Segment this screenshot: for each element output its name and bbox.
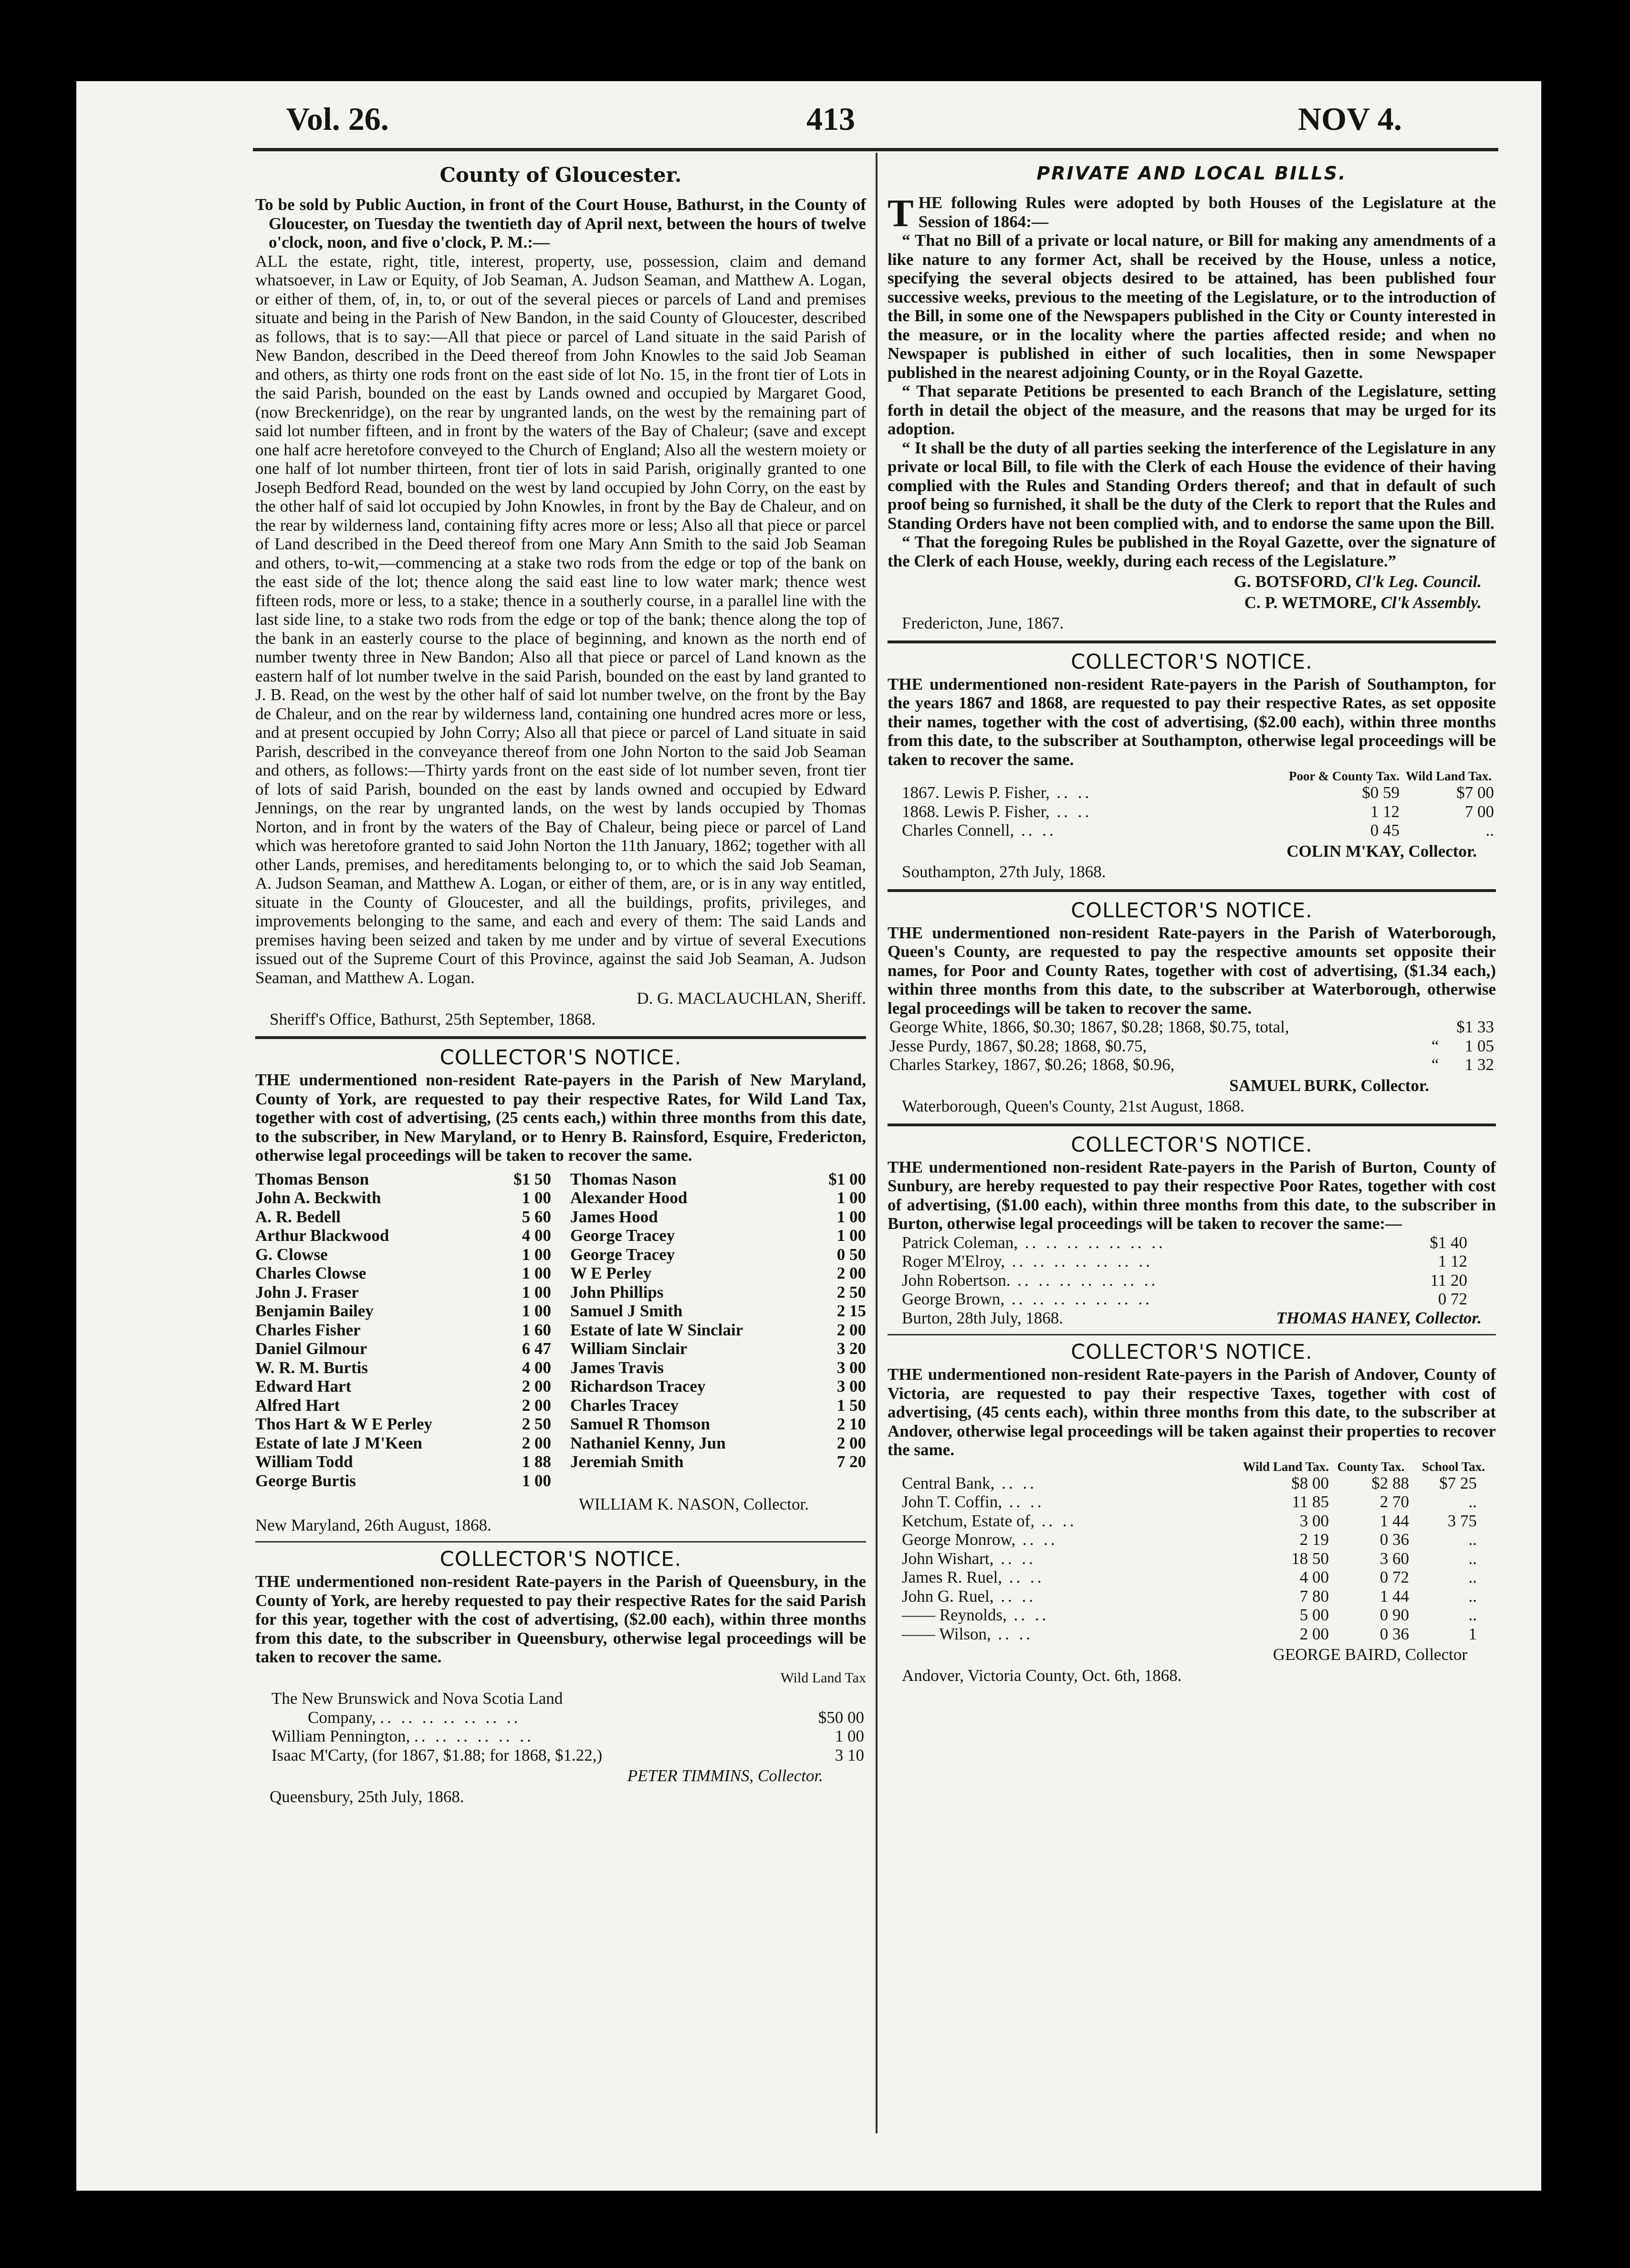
payer-amount: 1 60 — [522, 1320, 551, 1339]
list-item — [570, 1208, 866, 1227]
leader-dots: .. .. — [1006, 1606, 1049, 1624]
payer-name: William Todd — [255, 1452, 353, 1471]
payer-name: Central Bank, — [902, 1473, 995, 1492]
list-item — [570, 1434, 866, 1453]
payer-name: George Tracey — [570, 1245, 675, 1264]
payer-name: Charles Tracey — [570, 1396, 679, 1415]
sheriff-signature: D. G. MACLAUCHLAN, Sheriff. — [637, 989, 866, 1008]
andover-title: COLLECTOR'S NOTICE. — [1071, 1340, 1313, 1364]
wild-land-tax: 3 00 — [1299, 1511, 1329, 1530]
table-row — [888, 1492, 1496, 1512]
payer-amount: 4 00 — [522, 1358, 551, 1377]
payer-amount: 2 00 — [836, 1433, 866, 1452]
table-row: William Pennington, .. .. .. .. .. .. 1 00 — [255, 1727, 866, 1746]
payer-amount: 1 00 — [522, 1245, 551, 1264]
payer-name: John G. Ruel, — [902, 1586, 994, 1606]
payer-name: George Monrow, — [902, 1530, 1016, 1549]
payer-name: 1867. Lewis P. Fisher, — [902, 783, 1050, 802]
poor-county-tax: 0 45 — [1370, 821, 1400, 840]
ditto-mark: “ — [1431, 1036, 1439, 1055]
school-tax: 3 75 — [1447, 1511, 1477, 1530]
payer-amount: 1 00 — [836, 1207, 866, 1226]
ditto-mark — [1426, 1018, 1441, 1037]
wild-land-tax: 7 80 — [1299, 1586, 1329, 1606]
leader-dots: .. .. .. .. .. .. .. — [1010, 1270, 1159, 1290]
burton-table — [888, 1233, 1496, 1309]
payer-cell — [888, 1271, 1377, 1290]
queensbury-title: COLLECTOR'S NOTICE. — [439, 1547, 682, 1571]
county-tax: 2 70 — [1379, 1492, 1409, 1511]
list-item — [570, 1339, 866, 1358]
leader-dots: .. .. — [1014, 821, 1056, 840]
burton-title: COLLECTOR'S NOTICE. — [1071, 1133, 1313, 1157]
southampton-h1: Poor & County Tax. — [1288, 769, 1400, 783]
andover-h1: Wild Land Tax. — [1243, 1459, 1329, 1474]
payer-name: —— Reynolds, — [902, 1606, 1007, 1624]
payer-amount: 2 00 — [522, 1377, 551, 1396]
payer-name: Samuel J Smith — [570, 1302, 683, 1320]
payer-amount: 6 47 — [522, 1339, 551, 1358]
new-maryland-list-col2 — [570, 1170, 866, 1491]
new-maryland-body: THE undermentioned non-resident Rate-payers in the Parish of New Maryland, County of York, are requested to pay their respective Rates, for Wild Land Tax, together with cost of advertising, (25 cents each,) within three months from this date, to the subscriber, in New Maryland, or to Henry B. Rainsford, Esquire, Fredericton, otherwise legal proceedings will be taken to recover the same. — [255, 1071, 866, 1165]
leader-dots: .. .. .. .. .. .. .. — [1018, 1233, 1166, 1252]
payer-name: Charles Connell, — [902, 821, 1014, 840]
payer-amount: 1 00 — [836, 1226, 866, 1245]
section-separator — [255, 1541, 866, 1543]
payer-name: Patrick Coleman, — [902, 1233, 1018, 1252]
payer-cell — [888, 1606, 1241, 1625]
payer-cell — [888, 1290, 1377, 1309]
payer-name: Estate of late J M'Keen — [255, 1433, 422, 1452]
payer-name: Edward Hart — [255, 1377, 352, 1396]
county-tax: 1 44 — [1379, 1511, 1409, 1530]
county-tax: $2 88 — [1371, 1473, 1409, 1492]
queensbury-row1-b: Company, — [308, 1708, 376, 1727]
table-row — [888, 1625, 1496, 1644]
table-header — [888, 769, 1496, 783]
list-item — [255, 1452, 551, 1471]
list-item — [255, 1471, 551, 1491]
gloucester-intro: To be sold by Public Auction, in front of the Court House, Bathurst, in the County of Gloucester, on Tuesday the twentieth day of April next, between the hours of twelve o'clock, noon, and five o'clock, P. M.:— — [255, 195, 866, 252]
table-row — [888, 1037, 1496, 1056]
list-item — [570, 1170, 866, 1189]
wild-land-tax: $8 00 — [1291, 1473, 1329, 1492]
list-item — [570, 1358, 866, 1377]
payer-amount: 3 20 — [836, 1339, 866, 1358]
southampton-date: Southampton, 27th July, 1868. — [902, 862, 1106, 881]
payer-cell — [888, 1568, 1241, 1587]
list-item — [255, 1283, 551, 1302]
county-tax: 0 90 — [1379, 1606, 1409, 1624]
bills-p2: “ That no Bill of a private or local nature, or Bill for making any amendments of a like nature to any former Act, shall be received by the House, unless a notice, specifying the several objects desired to be attained, has been published four successive weeks, previous to the meeting of the Legislature, or to the introduction of the Bill, in some one of the Newspapers published in the City or County interested in the measure, or in the locality where the parties affected reside; and when no Newspaper is published in either of such localities, then in some Newspaper published in the nearest adjoining County, or in the Royal Gazette. — [888, 231, 1496, 382]
payer-cell — [888, 1233, 1377, 1252]
waterborough-table — [888, 1018, 1496, 1074]
list-item — [255, 1358, 551, 1377]
wild-land-tax: 5 00 — [1299, 1606, 1329, 1624]
payer-name: —— Wilson, — [902, 1624, 991, 1643]
table-row — [888, 1530, 1496, 1549]
right-column — [888, 160, 1496, 1685]
payer-amount: 1 32 — [1464, 1055, 1494, 1074]
payer-amount: $1 40 — [1430, 1233, 1467, 1252]
payer-amount: 0 50 — [836, 1245, 866, 1264]
andover-signature: GEORGE BAIRD, Collector — [1273, 1645, 1467, 1664]
queensbury-row2-amt: 1 00 — [835, 1727, 864, 1745]
payer-name: Charles Clowse — [255, 1264, 366, 1282]
bills-sig1-title: Cl'k Leg. Council. — [1355, 572, 1482, 591]
waterborough-body: THE undermentioned non-resident Rate-payers in the Parish of Waterborough, Queen's County, are requested to pay the respective amounts set opposite their names, for Poor and County Rates, together with cost of advertising, ($1.34 each,) within three months from this date, to the subscriber at Waterborough, otherwise legal proceedings will be taken to recover the same. — [888, 923, 1496, 1018]
payer-amount: 2 00 — [522, 1396, 551, 1415]
payer-amount: $1 00 — [828, 1169, 866, 1188]
payer-name: Daniel Gilmour — [255, 1339, 367, 1358]
list-item — [570, 1264, 866, 1283]
table-row — [888, 1252, 1496, 1271]
table-row — [888, 1606, 1496, 1625]
leader-dots: .. .. — [1002, 1568, 1045, 1586]
burton-date: Burton, 28th July, 1868. — [902, 1308, 1064, 1327]
table-row — [888, 1587, 1496, 1606]
county-tax: 0 72 — [1379, 1568, 1409, 1586]
new-maryland-list — [255, 1170, 866, 1491]
payer-amount: 4 00 — [522, 1226, 551, 1245]
table-row — [888, 1055, 1496, 1074]
list-item — [570, 1321, 866, 1340]
poor-county-tax: 1 12 — [1370, 802, 1400, 821]
list-item — [255, 1321, 551, 1340]
payer-name: Alexander Hood — [570, 1188, 688, 1207]
header-rule — [253, 148, 1498, 151]
payer-amount: 1 12 — [1438, 1252, 1467, 1270]
table-row — [888, 1512, 1496, 1531]
payer-name: A. R. Bedell — [255, 1207, 341, 1226]
new-maryland-signature: WILLIAM K. NASON, Collector. — [578, 1495, 809, 1513]
payer-name: John Phillips — [570, 1282, 664, 1302]
list-item — [570, 1188, 866, 1208]
payer-amount: 1 00 — [522, 1264, 551, 1282]
payer-amount: 2 50 — [522, 1415, 551, 1433]
wild-land-tax: 2 00 — [1299, 1624, 1329, 1643]
wild-land-tax: .. — [1485, 821, 1494, 840]
payer-name: John J. Fraser — [255, 1282, 359, 1302]
payer-amount: 1 50 — [836, 1396, 866, 1415]
table-row — [888, 802, 1496, 821]
leader-dots: .. .. — [1049, 802, 1092, 821]
payer-cell — [888, 1492, 1241, 1512]
payer-entry: Jesse Purdy, 1867, $0.28; 1868, $0.75, — [889, 1036, 1147, 1055]
page-number: 413 — [806, 101, 855, 137]
table-header — [888, 1460, 1496, 1474]
leader-dots: .. .. — [994, 1473, 1037, 1492]
list-item — [255, 1339, 551, 1358]
andover-date: Andover, Victoria County, Oct. 6th, 1868. — [902, 1666, 1182, 1685]
payer-amount: 1 05 — [1464, 1036, 1494, 1055]
bills-sig2-name: C. P. WETMORE, — [1244, 593, 1377, 612]
andover-h2: County Tax. — [1337, 1459, 1405, 1474]
table-row — [888, 1018, 1496, 1037]
payer-cell — [888, 802, 1287, 821]
county-tax: 1 44 — [1379, 1586, 1409, 1606]
southampton-h2: Wild Land Tax. — [1405, 769, 1492, 783]
queensbury-body: THE undermentioned non-resident Rate-payers in the Parish of Queensbury, in the County of York, are hereby requested to pay their respective Rates for the said Parish for this year, together with the cost of advertising, ($2.00 each), within three months from this date, to the subscriber in Queensbury, otherwise legal proceedings will be taken to recover the same. — [255, 1572, 866, 1666]
payer-entry: Charles Starkey, 1867, $0.26; 1868, $0.96, — [889, 1055, 1175, 1074]
list-item — [255, 1434, 551, 1453]
table-row — [888, 783, 1496, 802]
list-item — [255, 1226, 551, 1245]
payer-amount: 1 00 — [522, 1302, 551, 1320]
leader-dots: .. .. — [1002, 1492, 1045, 1511]
list-item — [570, 1302, 866, 1321]
table-row — [888, 1290, 1496, 1309]
table-row: Company, .. .. .. .. .. .. .. $50 00 — [255, 1708, 866, 1727]
payer-name: John A. Beckwith — [255, 1188, 381, 1207]
payer-amount: 7 20 — [836, 1452, 866, 1471]
payer-amount: 1 00 — [522, 1282, 551, 1302]
payer-name: Ketchum, Estate of, — [902, 1511, 1034, 1530]
waterborough-date: Waterborough, Queen's County, 21st August, 1868. — [902, 1097, 1244, 1115]
payer-cell — [888, 821, 1287, 840]
payer-name: George Tracey — [570, 1226, 675, 1245]
bills-sig2-title: Cl'k Assembly. — [1380, 593, 1482, 612]
payer-amount: 1 00 — [836, 1188, 866, 1207]
queensbury-date: Queensbury, 25th July, 1868. — [270, 1787, 464, 1806]
list-item — [570, 1452, 866, 1471]
payer-name: Alfred Hart — [255, 1396, 340, 1415]
poor-county-tax: $0 59 — [1362, 783, 1400, 802]
sheriff-office-date: Sheriff's Office, Bathurst, 25th September, 1868. — [270, 1009, 596, 1029]
leader-dots: .. .. .. .. .. .. .. — [1004, 1290, 1152, 1308]
section-separator — [888, 1334, 1496, 1335]
list-item — [255, 1415, 551, 1434]
wild-land-tax: 2 19 — [1299, 1530, 1329, 1549]
payer-name: John Wishart, — [902, 1549, 994, 1568]
payer-name: 1868. Lewis P. Fisher, — [902, 802, 1050, 821]
payer-name: James R. Ruel, — [902, 1568, 1002, 1586]
section-separator — [888, 640, 1496, 643]
county-tax: 3 60 — [1379, 1549, 1409, 1568]
wild-land-tax: 4 00 — [1299, 1568, 1329, 1586]
bills-sig1-name: G. BOTSFORD, — [1233, 572, 1351, 591]
issue-date: NOV 4. — [1298, 101, 1402, 137]
wild-land-tax: 18 50 — [1291, 1549, 1329, 1568]
payer-name: Roger M'Elroy, — [902, 1252, 1005, 1270]
list-item — [570, 1283, 866, 1302]
ditto-mark: “ — [1431, 1055, 1439, 1074]
table-row — [888, 1474, 1496, 1493]
leader-dots: .. .. — [993, 1586, 1036, 1606]
payer-name: Thomas Nason — [570, 1169, 677, 1188]
payer-amount: 2 10 — [836, 1415, 866, 1433]
school-tax: $7 25 — [1439, 1473, 1477, 1492]
payer-amount: 2 50 — [836, 1282, 866, 1302]
payer-amount: 5 60 — [522, 1207, 551, 1226]
payer-name: Arthur Blackwood — [255, 1226, 389, 1245]
school-tax: .. — [1468, 1586, 1477, 1606]
payer-name: George Burtis — [255, 1471, 356, 1490]
leader-dots: .. .. — [1049, 783, 1092, 802]
list-item — [570, 1415, 866, 1434]
table-row — [888, 1233, 1496, 1252]
bills-title: PRIVATE AND LOCAL BILLS. — [1036, 163, 1347, 184]
payer-name: W. R. M. Burtis — [255, 1358, 368, 1377]
section-separator — [888, 889, 1496, 892]
school-tax: .. — [1468, 1568, 1477, 1586]
gloucester-title: County of Gloucester. — [439, 163, 682, 187]
queensbury-row2-name: William Pennington, — [272, 1727, 410, 1745]
section-separator — [888, 1124, 1496, 1126]
school-tax: .. — [1468, 1492, 1477, 1511]
list-item — [570, 1245, 866, 1264]
payer-name: Charles Fisher — [255, 1320, 361, 1339]
payer-name: William Sinclair — [570, 1339, 688, 1358]
payer-amount: 2 00 — [522, 1433, 551, 1452]
list-item — [255, 1302, 551, 1321]
county-tax: 0 36 — [1379, 1530, 1409, 1549]
payer-name: John T. Coffin, — [902, 1492, 1003, 1511]
payer-name: Nathaniel Kenny, Jun — [570, 1433, 726, 1452]
payer-name: G. Clowse — [255, 1245, 328, 1264]
bills-date: Fredericton, June, 1867. — [902, 614, 1064, 632]
andover-h3: School Tax. — [1421, 1459, 1485, 1474]
payer-amount: 2 00 — [836, 1320, 866, 1339]
payer-name: Estate of late W Sinclair — [570, 1320, 743, 1339]
payer-amount: 2 00 — [836, 1264, 866, 1282]
leader-dots: .. .. — [991, 1624, 1034, 1643]
section-separator — [255, 1036, 866, 1039]
payer-entry: George White, 1866, $0.30; 1867, $0.28; 1868, $0.75, total, — [889, 1018, 1289, 1036]
bills-p4: “ It shall be the duty of all parties seeking the interference of the Legislature in any private or local Bill, to file with the Clerk of each House the evidence of their having complied with the Rules and Standing Orders thereof; and that in default of such proof being so furnished, it shall be the duty of the Clerk to report that the Rules and Standing Orders have not been complied with, and to endorse the same upon the Bill. — [888, 438, 1496, 533]
list-item — [255, 1208, 551, 1227]
payer-name: Thos Hart & W E Perley — [255, 1415, 433, 1433]
new-maryland-date: New Maryland, 26th August, 1868. — [255, 1515, 491, 1534]
payer-amount: 0 72 — [1438, 1290, 1467, 1308]
payer-name: George Brown, — [902, 1290, 1005, 1308]
table-row — [255, 1746, 866, 1765]
payer-name: Samuel R Thomson — [570, 1415, 711, 1433]
burton-body: THE undermentioned non-resident Rate-payers in the Parish of Burton, County of Sunbury, are hereby requested to pay their respective Poor Rates, together with cost of advertising, ($1.00 each), within three months from this date, to the subscriber in Burton, otherwise legal proceedings will be taken to recover the same:— — [888, 1157, 1496, 1233]
payer-cell — [888, 1474, 1241, 1493]
payer-amount: 1 00 — [522, 1471, 551, 1490]
list-item — [255, 1245, 551, 1264]
table-row — [888, 1271, 1496, 1290]
bills-p3: “ That separate Petitions be presented to each Branch of the Legislature, setting forth in detail the object of the measure, and the reasons that may be urged for its adoption. — [888, 382, 1496, 438]
new-maryland-title: COLLECTOR'S NOTICE. — [439, 1046, 682, 1070]
list-item — [570, 1377, 866, 1396]
payer-name: Benjamin Bailey — [255, 1302, 374, 1320]
list-item — [570, 1396, 866, 1415]
left-column — [255, 160, 866, 1806]
payer-amount: 1 00 — [522, 1188, 551, 1207]
southampton-table — [888, 769, 1496, 840]
school-tax: .. — [1468, 1530, 1477, 1549]
leader-dots: .. .. .. .. .. .. .. — [1004, 1252, 1153, 1270]
column-divider — [876, 153, 878, 2133]
payer-name: James Hood — [570, 1207, 658, 1226]
wild-land-tax: $7 00 — [1456, 783, 1494, 802]
payer-amount: 1 88 — [522, 1452, 551, 1471]
table-row — [888, 1549, 1496, 1568]
list-item — [255, 1377, 551, 1396]
waterborough-signature: SAMUEL BURK, Collector. — [1229, 1076, 1429, 1095]
bills-p5: “ That the foregoing Rules be published in the Royal Gazette, over the signature of the Clerk of each House, weekly, during each recess of the Legislature.” — [888, 533, 1496, 570]
burton-signature: THOMAS HANEY, Collector. — [1276, 1308, 1482, 1327]
payer-amount: $1 50 — [513, 1169, 551, 1188]
list-item — [255, 1396, 551, 1415]
queensbury-col-header: Wild Land Tax — [780, 1670, 866, 1686]
gloucester-body: ALL the estate, right, title, interest, property, use, possession, claim and demand whatsoever, in Law or Equity, of Job Seaman, A. Judson Seaman, and Matthew A. Logan, or either of them, of, in, to, or out of the several pieces or parcels of Land and premises situate and being in the Parish of New Bandon, in the said County of Gloucester, described as follows, that is to say:—All that piece or parcel of Land situate in the said Parish of New Bandon, described in the Deed thereof from John Knowles to the said Job Seaman and others, as thirty one rods front on the east side of lot No. 15, in the front tier of Lots in the said Parish, bounded on the east by Lands owned and occupied by Margaret Good, (now Breckenridge), on the rear by ungranted lands, on the west by the remaining part of said lot number fifteen, and in front by the waters of the Bay of Chaleur; (save and except one half acre heretofore conveyed to the Church of England; Also all the western moiety or one half of lot number thirteen, front tier of lots in said Parish, originally granted to one Joseph Bedford Read, bounded on the west by land occupied by John Corry, on the east by the other half of said lot occupied by John Knowles, in front by the Bay de Chaleur, and on the rear by wilderness land, containing fifty acres more or less; Also all that piece or parcel of Land described in the Deed thereof from one Mary Ann Smith to the said Job Seaman and others, to-wit,—commencing at a stake two rods from the edge or top of the bank on the east side of the lot; thence along the said east line to low water mark; thence west fifteen rods, more or less, to a stake; thence in a southerly course, in a parallel line with the last side line, to a stake two rods from the edge or top of the bank; thence along the top of the bank in an easterly course to the place of beginning, and known as the north end of number twenty three in New Bandon; Also all that piece or parcel of Land known as the eastern half of lot number twelve in the said Parish, bounded on the east by land granted to J. B. Read, on the west by the other half of said lot number twelve, on the front by the Bay de Chaleur, and on the rear by wilderness land, containing one hundred acres more or less, and at present occupied by John Corry; Also all that piece or parcel of Land situate in said Parish, described in the conveyance thereof from one John Norton to the said Job Seaman and others, as follows:—Thirty yards front on the east side of lot number seven, front tier of lots of said Parish, bounded on the east by lands owned and occupied by Edward Jennings, on the rear by ungranted lands, on the west by lands occupied by Thomas Norton, and in front by the waters of the Bay of Chaleur, being piece or parcel of Land which was heretofore granted to said John Norton the 11th January, 1862; together with all other Lands, premises, and hereditaments belonging to, or to which the said Job Seaman, A. Judson Seaman, and Matthew A. Logan, or either of them, are, or is in any way entitled, situate in the County of Gloucester, and all the buildings, profits, privileges, and improvements belonging to the same, and each and every of them: The said Lands and premises having been seized and taken by me under and by virtue of several Executions issued out of the Supreme Court of this Province, against the said Job Seaman, A. Judson Seaman, and Matthew A. Logan. — [255, 252, 866, 987]
newspaper-page — [76, 81, 1541, 2191]
school-tax: .. — [1468, 1606, 1477, 1624]
payer-name: Jeremiah Smith — [570, 1452, 684, 1471]
payer-cell — [888, 1252, 1377, 1271]
table-row — [255, 1689, 866, 1708]
table-row — [888, 821, 1496, 840]
queensbury-row1-amt: $50 00 — [818, 1708, 864, 1727]
southampton-signature: COLIN M'KAY, Collector. — [1286, 841, 1477, 861]
list-item — [255, 1170, 551, 1189]
bills-dropcap: T — [888, 191, 914, 235]
andover-body: THE undermentioned non-resident Rate-payers in the Parish of Andover, County of Victoria, are requested to pay their respective Taxes, together with cost of advertising, (45 cents each), within three months from this date, to the subscriber at Andover, otherwise legal proceedings will be taken against their properties to recover the same. — [888, 1365, 1496, 1459]
payer-amount: 2 15 — [836, 1302, 866, 1320]
payer-cell — [888, 783, 1287, 802]
leader-dots: .. .. — [1034, 1511, 1077, 1530]
list-item — [255, 1264, 551, 1283]
wild-land-tax: 7 00 — [1464, 802, 1494, 821]
payer-cell — [888, 1587, 1241, 1606]
new-maryland-list-col1 — [255, 1170, 551, 1491]
southampton-body: THE undermentioned non-resident Rate-payers in the Parish of Southampton, for the years 1867 and 1868, are requested to pay their respective Rates, as set opposite their names, together with the cost of advertising, ($2.00 each), within three months from this date, to the subscriber at Southampton, otherwise legal proceedings will be taken to recover the same. — [888, 674, 1496, 769]
payer-name: John Robertson. — [902, 1270, 1011, 1290]
payer-cell — [888, 1625, 1241, 1644]
southampton-title: COLLECTOR'S NOTICE. — [1071, 650, 1313, 674]
wild-land-tax: 11 85 — [1292, 1492, 1329, 1511]
queensbury-table — [255, 1689, 866, 1764]
county-tax: 0 36 — [1379, 1624, 1409, 1643]
queensbury-row1-a: The New Brunswick and Nova Scotia Land — [272, 1689, 563, 1708]
payer-name: W E Perley — [570, 1264, 652, 1282]
list-item — [255, 1188, 551, 1208]
leader-dots: .. .. — [993, 1549, 1036, 1568]
leader-dots: .. .. — [1015, 1530, 1058, 1549]
school-tax: .. — [1468, 1549, 1477, 1568]
volume-number: Vol. 26. — [286, 101, 389, 137]
table-row — [888, 1568, 1496, 1587]
payer-name: James Travis — [570, 1358, 664, 1377]
bills-p1: HE following Rules were adopted by both Houses of the Legislature at the Session of 1864:— — [918, 193, 1496, 231]
payer-name: Richardson Tracey — [570, 1377, 706, 1396]
queensbury-signature: PETER TIMMINS, Collector. — [627, 1766, 823, 1785]
payer-amount: $1 33 — [1456, 1018, 1494, 1036]
payer-amount: 3 00 — [836, 1358, 866, 1377]
queensbury-row3-name: Isaac M'Carty, (for 1867, $1.88; for 1868, $1.22,) — [272, 1745, 603, 1764]
payer-amount: 11 20 — [1430, 1270, 1467, 1290]
payer-cell — [888, 1512, 1241, 1531]
payer-amount: 3 00 — [836, 1377, 866, 1396]
school-tax: 1 — [1468, 1624, 1477, 1643]
waterborough-title: COLLECTOR'S NOTICE. — [1071, 898, 1313, 923]
payer-cell — [888, 1549, 1241, 1568]
payer-cell — [888, 1530, 1241, 1549]
list-item — [570, 1226, 866, 1245]
andover-table — [888, 1460, 1496, 1644]
queensbury-row3-amt: 3 10 — [835, 1745, 864, 1764]
payer-name: Thomas Benson — [255, 1169, 369, 1188]
